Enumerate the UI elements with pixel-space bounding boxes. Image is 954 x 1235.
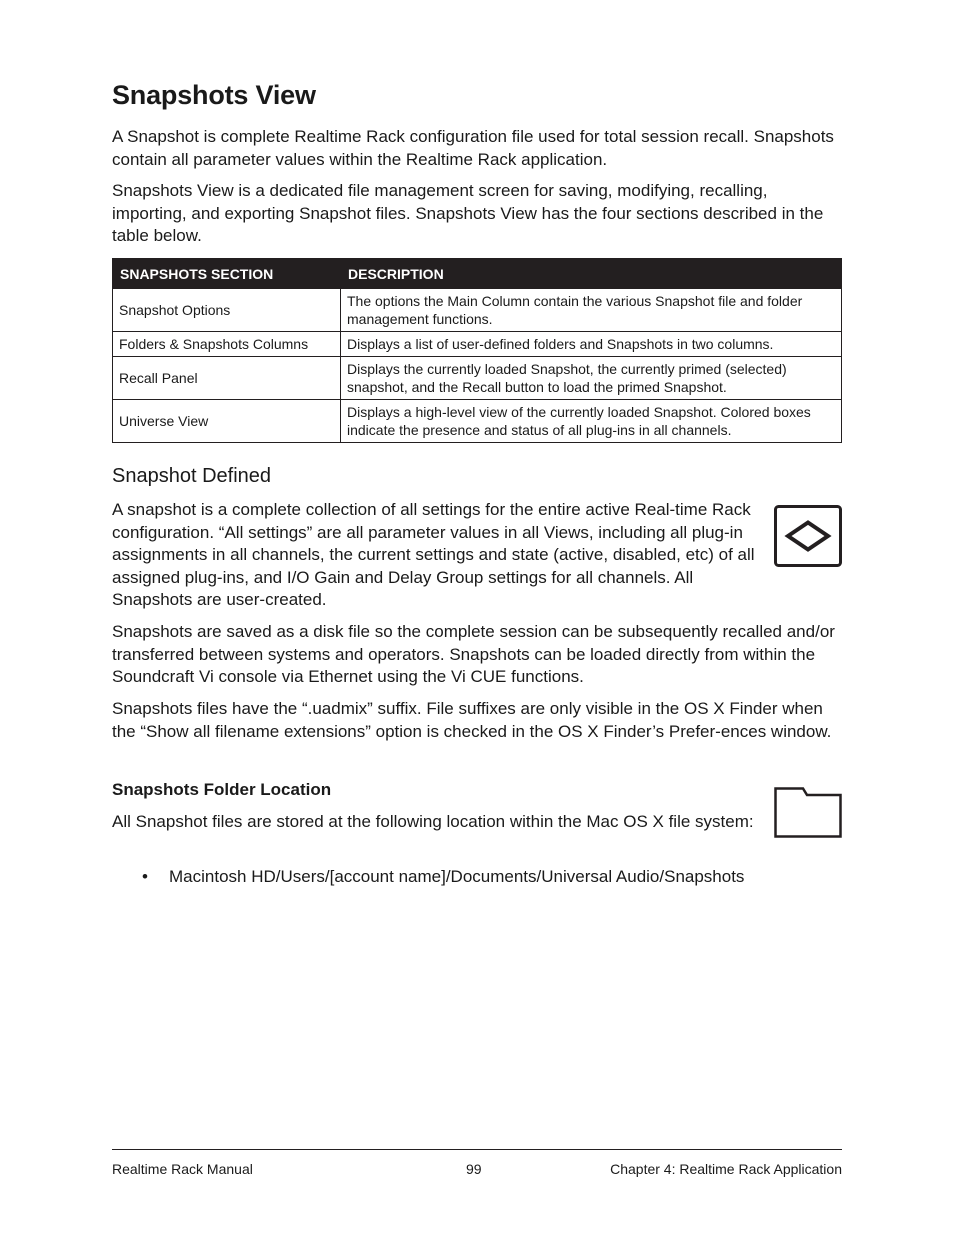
table-cell-section: Snapshot Options — [113, 289, 341, 332]
table-cell-section: Folders & Snapshots Columns — [113, 332, 341, 357]
defined-paragraph-1: A snapshot is a complete collection of all settings for the entire active Real-time Rack configuration. “All settings” are all parameter values in all Views, including all plug-in assignments in all channels, the current settings and state (active, disabled, etc) of all assigned plug-ins, and I/O Gain and Delay Group settings for all channels. All Snapshots are user-created. — [112, 500, 755, 610]
sections-table — [112, 258, 842, 443]
table-cell-description: The options the Main Column contain the various Snapshot file and folder management functions. — [341, 289, 842, 332]
footer-manual-title: Realtime Rack Manual — [112, 1161, 253, 1177]
table-cell-description: Displays a list of user-defined folders and Snapshots in two columns. — [341, 332, 842, 357]
list-item — [112, 866, 744, 889]
table-cell-description: Displays the currently loaded Snapshot, the currently primed (selected) snapshot, and the Recall button to load the primed Snapshot. — [341, 357, 842, 400]
location-paragraph: All Snapshot files are stored at the following location within the Mac OS X file system: — [112, 812, 754, 831]
bullet-glyph: • — [142, 867, 148, 886]
table-row — [113, 357, 842, 400]
table-cell-section: Universe View — [113, 400, 341, 443]
table-cell-description: Displays a high-level view of the currently loaded Snapshot. Colored boxes indicate the presence and status of all plug-ins in all channels. — [341, 400, 842, 443]
table-row — [113, 332, 842, 357]
snapshots-path: Macintosh HD/Users/[account name]/Documents/Universal Audio/Snapshots — [169, 867, 745, 886]
table-row — [113, 400, 842, 443]
defined-paragraph-2: Snapshots are saved as a disk file so the complete session can be subsequently recalled and/or transferred between systems and operators. Snapshots can be loaded directly from within the Soundcraft Vi console via Ethernet using the Vi CUE functions. — [112, 622, 835, 687]
table-row — [113, 289, 842, 332]
section-heading-folder-location: Snapshots Folder Location — [112, 780, 332, 799]
intro-paragraph-1: A Snapshot is complete Realtime Rack configuration file used for total session recall. Snapshots contain all parameter values within the Realtime Rack application. — [112, 127, 834, 169]
table-cell-section: Recall Panel — [113, 357, 341, 400]
location-bullet-list — [112, 866, 744, 889]
folder-icon — [774, 787, 842, 838]
table-header-description: DESCRIPTION — [341, 259, 842, 289]
snapshot-icon — [774, 505, 842, 567]
page-title: Snapshots View — [112, 80, 316, 110]
footer-page-number: 99 — [466, 1161, 482, 1177]
intro-paragraph-2: Snapshots View is a dedicated file management screen for saving, modifying, recalling, importing, and exporting Snapshot files. Snapshots View has the four sections described in the table below. — [112, 181, 824, 246]
table-header-row — [113, 259, 842, 289]
defined-paragraph-3: Snapshots files have the “.uadmix” suffix. File suffixes are only visible in the OS X Finder when the “Show all filename extensions” option is checked in the OS X Finder’s Prefer-ences window. — [112, 699, 832, 741]
section-heading-snapshot-defined: Snapshot Defined — [112, 465, 272, 487]
footer-divider — [112, 1149, 842, 1150]
footer-chapter-title: Chapter 4: Realtime Rack Application — [610, 1161, 842, 1177]
table-header-section: SNAPSHOTS SECTION — [113, 259, 341, 289]
